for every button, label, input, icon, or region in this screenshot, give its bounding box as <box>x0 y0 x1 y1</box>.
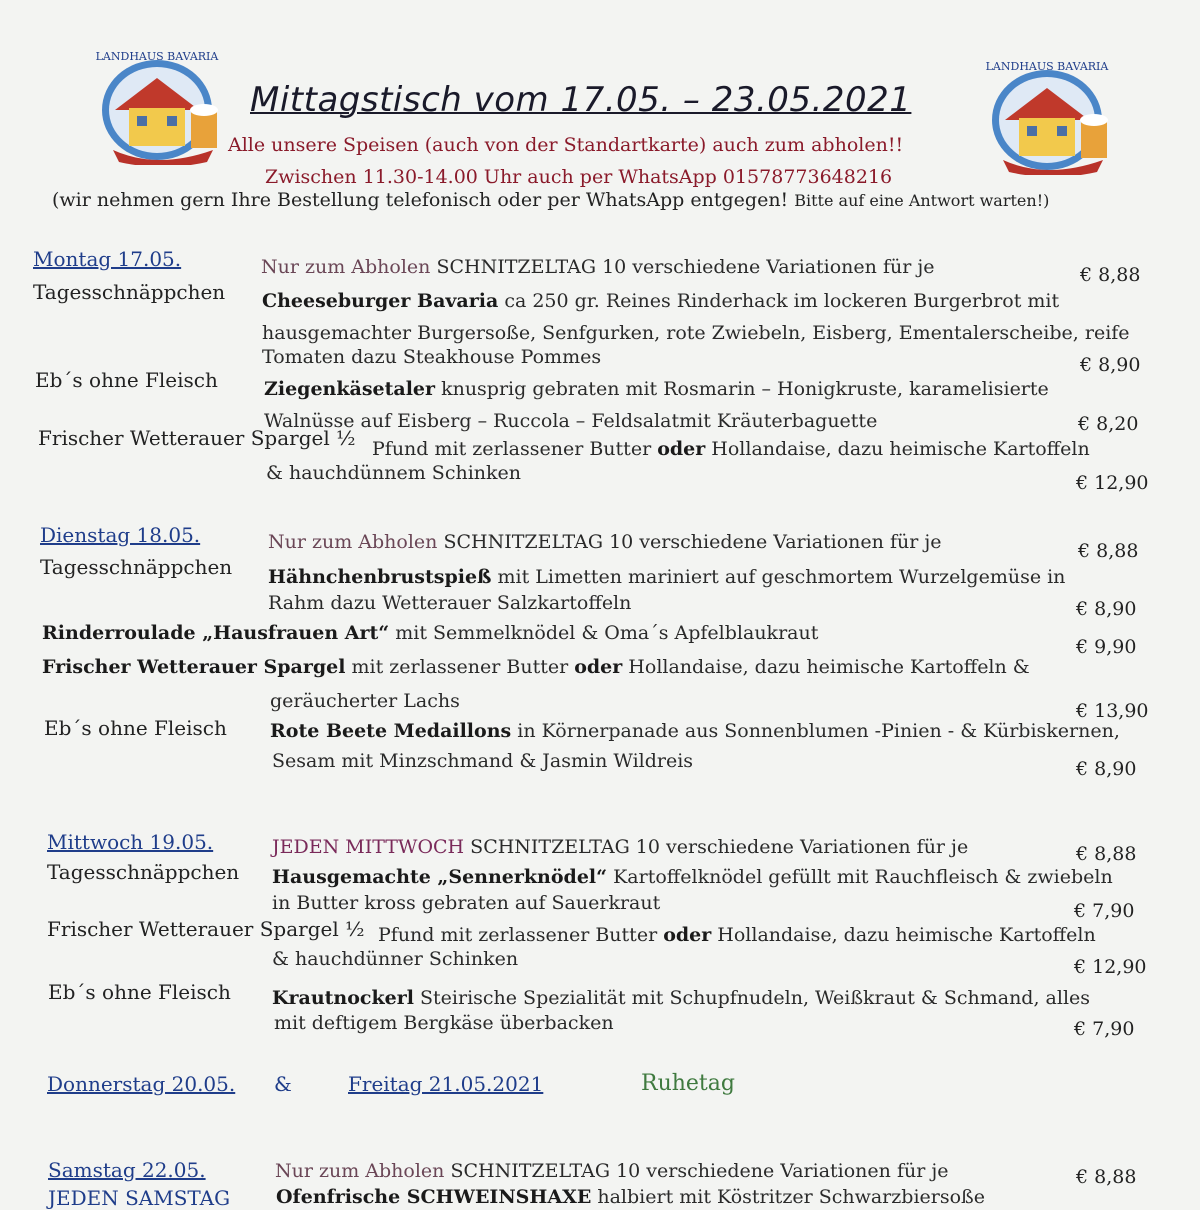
price: € 8,88 <box>1076 1166 1137 1188</box>
ruhetag-label: Ruhetag <box>641 1071 735 1096</box>
day-heading-samstag: Samstag 22.05. <box>48 1158 206 1182</box>
menu-item-krautnockerl: Krautnockerl Steirische Spezialität mit Schupfnudeln, Weißkraut & Schmand, alles <box>272 987 1091 1009</box>
price: € 13,90 <box>1076 700 1149 722</box>
label-spargel: Frischer Wetterauer Spargel ½ <box>38 426 356 450</box>
price: € 8,90 <box>1080 354 1141 376</box>
price: € 8,88 <box>1080 264 1141 286</box>
header-line-3: (wir nehmen gern Ihre Bestellung telefonisch oder per WhatsApp entgegen! Bitte auf eine Antwort warten!) <box>52 189 1050 211</box>
page-title: Mittagstisch vom 17.05. – 23.05.2021 <box>250 80 912 120</box>
menu-item-spargel: Pfund mit zerlassener Butter oder Hollandaise, dazu heimische Kartoffeln <box>372 438 1090 460</box>
day-heading-freitag: Freitag 21.05.2021 <box>348 1072 544 1096</box>
label-tagesschnaeppchen: Tagesschnäppchen <box>47 860 240 884</box>
price: € 8,90 <box>1076 598 1137 620</box>
menu-item-description: Tomaten dazu Steakhouse Pommes <box>262 346 602 368</box>
menu-item-description: mit deftigem Bergkäse überbacken <box>274 1012 614 1034</box>
label-tagesschnaeppchen: Tagesschnäppchen <box>33 280 226 304</box>
price: € 12,90 <box>1076 472 1149 494</box>
landhaus-bavaria-logo-left <box>95 40 235 160</box>
menu-item-haehnchen: Hähnchenbrustspieß mit Limetten mariniert auf geschmortem Wurzelgemüse in <box>268 566 1066 588</box>
menu-line-schnitzel: Nur zum Abholen SCHNITZELTAG 10 verschiedene Variationen für je <box>268 531 942 553</box>
menu-item-ziegenkaese: Ziegenkäsetaler knusprig gebraten mit Rosmarin – Honigkruste, karamelisierte <box>264 378 1049 400</box>
ampersand: & <box>274 1072 292 1096</box>
menu-item-description: in Butter kross gebraten auf Sauerkraut <box>272 892 661 914</box>
menu-item-rote-beete: Rote Beete Medaillons in Körnerpanade aus Sonnenblumen -Pinien - & Kürbiskernen, <box>270 720 1120 742</box>
price: € 12,90 <box>1074 956 1147 978</box>
menu-item-rinderroulade: Rinderroulade „Hausfrauen Art“ mit Semmelknödel & Oma´s Apfelblaukraut <box>42 622 819 644</box>
menu-item-spargel: Pfund mit zerlassener Butter oder Hollandaise, dazu heimische Kartoffeln <box>378 924 1096 946</box>
label-jeden-samstag: JEDEN SAMSTAG <box>48 1186 231 1210</box>
header-line-2: Zwischen 11.30-14.00 Uhr auch per WhatsApp 01578773648216 <box>265 166 893 188</box>
price: € 7,90 <box>1074 1018 1135 1040</box>
menu-item-description: Sesam mit Minzschmand & Jasmin Wildreis <box>272 750 694 772</box>
menu-item-cheeseburger: Cheeseburger Bavaria ca 250 gr. Reines Rinderhack im lockeren Burgerbrot mit <box>262 290 1060 312</box>
menu-item-sennerknoedel: Hausgemachte „Sennerknödel“ Kartoffelknödel gefüllt mit Rauchfleisch & zwiebeln <box>272 866 1113 888</box>
menu-line-schnitzel: Nur zum Abholen SCHNITZELTAG 10 verschiedene Variationen für je <box>261 256 935 278</box>
svg-text:LANDHAUS BAVARIA: LANDHAUS BAVARIA <box>985 60 1109 73</box>
menu-line-schnitzel: Nur zum Abholen SCHNITZELTAG 10 verschiedene Variationen für je <box>275 1160 949 1182</box>
label-vegetarian: Eb´s ohne Fleisch <box>35 368 218 392</box>
price: € 8,88 <box>1076 843 1137 865</box>
day-heading-montag: Montag 17.05. <box>33 247 182 271</box>
menu-item-spargel: Frischer Wetterauer Spargel mit zerlassener Butter oder Hollandaise, dazu heimische Kartoffeln & <box>42 656 1030 678</box>
menu-item-schweinshaxe: Ofenfrische SCHWEINSHAXE halbiert mit Köstritzer Schwarzbiersoße <box>276 1186 985 1208</box>
menu-item-description: hausgemachter Burgersoße, Senfgurken, rote Zwiebeln, Eisberg, Ementalerscheibe, reife <box>262 322 1130 344</box>
label-tagesschnaeppchen: Tagesschnäppchen <box>40 555 233 579</box>
price: € 8,20 <box>1078 413 1139 435</box>
landhaus-bavaria-logo-right <box>985 50 1125 170</box>
menu-line-schnitzel: JEDEN MITTWOCH SCHNITZELTAG 10 verschiedene Variationen für je <box>272 836 969 858</box>
price: € 8,88 <box>1078 540 1139 562</box>
menu-item-description: & hauchdünnem Schinken <box>266 462 522 484</box>
label-vegetarian: Eb´s ohne Fleisch <box>44 716 227 740</box>
label-spargel: Frischer Wetterauer Spargel ½ <box>47 917 365 941</box>
svg-text:LANDHAUS BAVARIA: LANDHAUS BAVARIA <box>95 50 219 63</box>
header-line-1: Alle unsere Speisen (auch von der Standartkarte) auch zum abholen!! <box>228 134 904 156</box>
price: € 9,90 <box>1076 636 1137 658</box>
menu-item-description: Rahm dazu Wetterauer Salzkartoffeln <box>268 592 632 614</box>
menu-item-description: geräucherter Lachs <box>270 690 460 712</box>
day-heading-dienstag: Dienstag 18.05. <box>40 523 201 547</box>
menu-item-description: Walnüsse auf Eisberg – Ruccola – Feldsalatmit Kräuterbaguette <box>264 410 878 432</box>
price: € 7,90 <box>1074 900 1135 922</box>
day-heading-mittwoch: Mittwoch 19.05. <box>47 830 214 854</box>
menu-item-description: & hauchdünner Schinken <box>272 948 519 970</box>
price: € 8,90 <box>1076 758 1137 780</box>
label-vegetarian: Eb´s ohne Fleisch <box>48 980 231 1004</box>
day-heading-donnerstag: Donnerstag 20.05. <box>47 1072 236 1096</box>
